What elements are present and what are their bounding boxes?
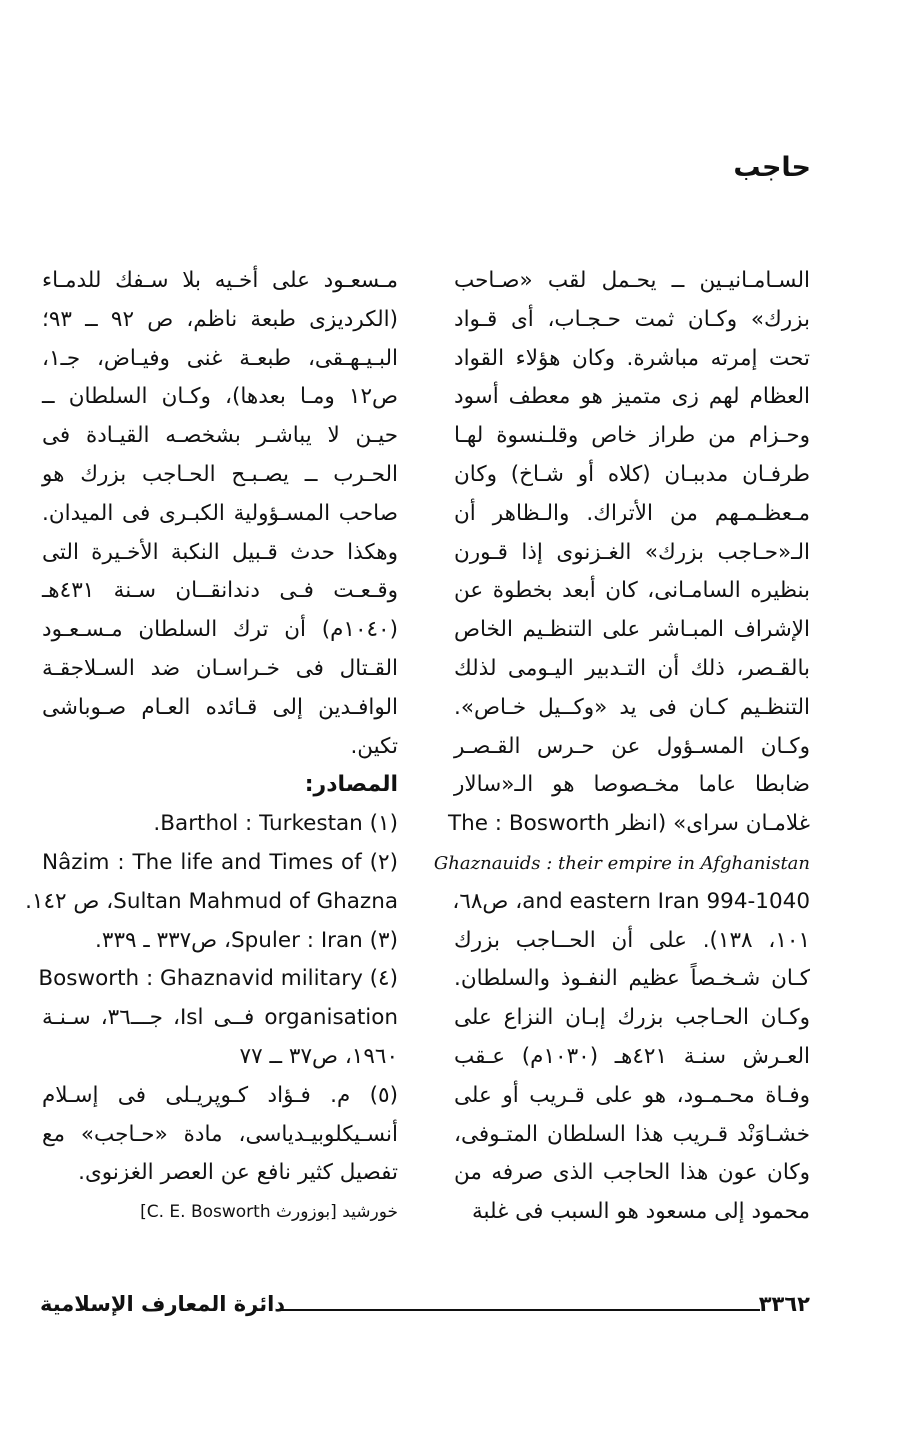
text-line: غلامـان سراى» (انظر The : Bosworth [447,811,810,837]
text-line: (الكرديزى طبعة ناظم، ص ٩٢ ــ ٩٣؛ [42,306,398,332]
text-line: وكان عون هذا الحاجب الذى صرفه من [454,1160,810,1186]
text-line: الوافـدين إلى قـائده العـام صـوباشى [42,694,398,720]
text-line: بزرك» وكـان ثمت حـجـاب، أى قـواد [454,306,810,332]
source-item: organisation فــى Isl، جـــ٣٦، سـنـة [42,1005,399,1031]
text-line: (١٠٤٠م) أن ترك السلطان مـسـعـود [42,617,398,643]
source-item: (٤) Bosworth : Ghaznavid military [38,966,398,992]
text-line: and eastern Iran 994-1040، ص٦٨، [452,888,810,914]
text-line: محمود إلى مسعود هو السبب فى غلبة [471,1199,810,1225]
sources-heading: المصادر: [304,772,398,798]
page-number: ٣٣٦٢ [758,1292,810,1316]
text-line: الحـرب ــ يصـبـح الحـاجب بزرك هو [42,461,398,487]
journal-title: دائرة المعارف الإسلامية [40,1292,286,1316]
text-line: ص١٢ ومـا بعدها)، وكـان السلطان ــ [42,384,398,410]
text-line: الإشراف المبـاشر على التنظـيم الخاص [454,617,810,643]
text-line: القـتال فى خـراسـان ضد السـلاجقـة [42,655,398,681]
source-item: (٢) Nâzim : The life and Times of [42,849,398,875]
author-signature: خورشيد [بوزورث C. E. Bosworth] [140,1202,398,1223]
text-line: تكين. [350,733,398,759]
text-line: مـسعـود على أخـيه بلا سـفك للدمـاء [42,268,398,293]
text-line: العـرش سنـة ٤٢١هـ (١٠٣٠م) عـقب [454,1043,810,1069]
text-line-latin: Ghaznauids : their empire in Afghanistan [433,852,810,874]
source-item: ١٩٦٠، ص٣٧ ــ ٧٧ [239,1043,398,1069]
text-line: وكـان الحـاجب بزرك إبـان النزاع على [454,1005,810,1031]
text-line: حيـن لا يباشـر بشخصـه القيـادة فى [42,423,398,449]
source-item: (١) Barthol : Turkestan. [153,811,398,837]
text-line: البـيـهـقى، طبعـة غنى وفيـاض، جـ١، [42,345,398,371]
text-line: صاحب المسـؤولية الكبـرى فى الميدان. [42,500,398,526]
text-line: طرفـان مدببـان (كلاه أو شـاخ) وكان [454,461,810,487]
text-line: التنظـيم كـان فى يد «وكــيل خـاص». [454,694,810,720]
text-line: وحـزام من طراز خاص وقلـنسوة لهـا [454,423,810,449]
text-line: وهكذا حدث قـبيل النكبة الأخـيرة التى [42,539,398,565]
text-line: وكـان المسـؤول عن حـرس القـصـر [454,733,810,759]
source-item: (٣) Spuler : Iran، ص٣٣٧ ـ ٣٣٩. [95,927,398,953]
text-line: بنظيره السامـانى، كان أبعد بخطوة عن [454,578,810,604]
text-line: خشـاوَنْد قـريب هذا السلطان المتـوفى، [454,1121,810,1147]
source-item: (٥) م. فـؤاد كـوپريـلى فى إسـلام [42,1082,398,1108]
left-column [25,262,399,1232]
text-line: ضابطا عاما مخـصوصا هو الـ«سالار [454,772,810,798]
entry-title: حاجب [733,152,811,183]
text-line: مـعظـمـهم من الأتراك. والـظاهر أن [454,500,810,526]
source-item: Sultan Mahmud of Ghazna، ص ١٤٢. [25,888,398,914]
text-line: ١٠١، ١٣٨). على أن الحــاجب بزرك [454,927,811,953]
text-line: الـ«حـاجب بزرك» الغـزنوى إذا قـورن [454,539,810,565]
text-line: العظام لهم زى متميز هو معطف أسود [454,384,810,410]
right-column [433,262,811,1232]
text-line: وفـاة محـمـود، هو على قـريب أو على [454,1082,810,1108]
text-line: وقـعـت فـى دندانقــان سـنة ٤٣١هـ [42,578,398,604]
page-footer [40,1292,810,1332]
text-line: بالقـصر، ذلك أن التـدبير اليـومى لذلك [454,655,810,681]
text-line: كـان شـخـصاً عظيم النفـوذ والسلطان. [454,966,810,992]
footer-divider [276,1309,760,1311]
text-line: تحت إمرته مباشرة. وكان هؤلاء القواد [454,345,810,371]
source-item: أنسـيكلوبيـدياسى، مادة «حـاجب» مع [42,1121,398,1147]
text-line: السـامـانيـين ــ يحـمل لقب «صـاحب [454,268,810,293]
source-item: تفصيل كثير نافع عن العصر الغزنوى. [78,1160,398,1186]
